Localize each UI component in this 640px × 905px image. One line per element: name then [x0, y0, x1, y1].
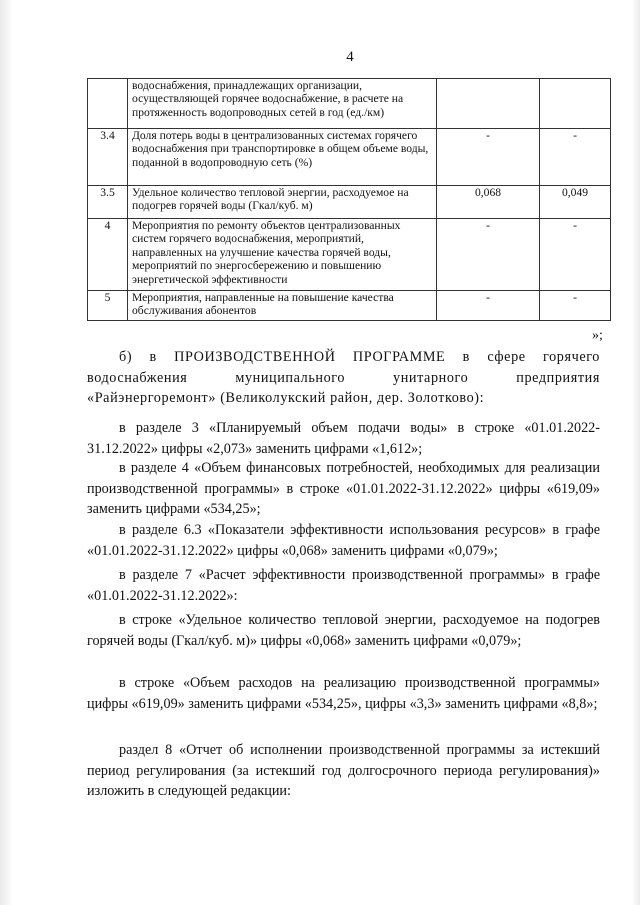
row-number: 4 [88, 219, 128, 291]
paragraph-section-4: в разделе 4 «Объем финансовых потребностей, необходимых для реализации производственной программы» в строке «01.01.2022-31.12.2022» цифры «619,09» заменить цифрами «534,25»; [87, 460, 600, 517]
scan-right-edge [632, 0, 640, 905]
paragraph-section-8: раздел 8 «Отчет об исполнении производственной программы за истекший период регулирования (за истекший год долгосрочного периода регулирования)» изложить в следующей редакции: [87, 742, 600, 799]
row-number: 3.5 [88, 186, 128, 219]
table-row [88, 79, 611, 129]
table-row [88, 291, 611, 321]
paragraph-row-costs: в строке «Объем расходов на реализацию производственной программы» цифры «619,09» заменить цифрами «534,25», цифры «3,3» заменить цифрами «8,8»; [87, 675, 600, 712]
row-number [88, 79, 128, 129]
row-value-2: - [540, 219, 611, 291]
paragraph-row-heat: в строке «Удельное количество тепловой энергии, расходуемое на подогрев горячей воды (Гкал/куб. м)» цифры «0,068» заменить цифрами «0,079»; [87, 612, 600, 649]
paragraph-b: б) в ПРОИЗВОДСТВЕННОЙ ПРОГРАММЕ в сфере горячего водоснабжения муниципального унитарного предприятия «Райэнергоремонт» (Великолукский район, дер. Золотково): [87, 349, 600, 406]
row-name: водоснабжения, принадлежащих организации, осуществляющей горячее водоснабжение, в расчете на протяженность водопроводных сетей в год (ед./км) [128, 79, 437, 129]
row-value-1: - [437, 129, 540, 186]
row-value-2 [540, 79, 611, 129]
row-value-1: 0,068 [437, 186, 540, 219]
row-name: Удельное количество тепловой энергии, расходуемое на подогрев горячей воды (Гкал/куб. м) [128, 186, 437, 219]
row-value-2: 0,049 [540, 186, 611, 219]
row-name: Мероприятия, направленные на повышение качества обслуживания абонентов [128, 291, 437, 321]
row-value-1 [437, 79, 540, 129]
paragraph-section-3: в разделе 3 «Планируемый объем подачи воды» в строке «01.01.2022-31.12.2022» цифры «2,073» заменить цифрами «1,612»; [87, 420, 600, 457]
row-name: Доля потерь воды в централизованных системах горячего водоснабжения при транспортировке в общем объеме воды, поданной в водопроводную сеть (%) [128, 129, 437, 186]
paragraph-section-7: в разделе 7 «Расчет эффективности производственной программы» в графе «01.01.2022-31.12.2022»: [87, 567, 600, 604]
row-value-2: - [540, 291, 611, 321]
row-name: Мероприятия по ремонту объектов централизованных систем горячего водоснабжения, мероприятий, направленных на улучшение качества горячей воды, мероприятий по энергосбережению и повышению энергетической эффективности [128, 219, 437, 291]
table-row [88, 129, 611, 186]
scan-left-edge [0, 0, 14, 905]
table-row [88, 219, 611, 291]
page-number: 4 [346, 49, 354, 65]
row-number: 5 [88, 291, 128, 321]
row-number: 3.4 [88, 129, 128, 186]
row-value-2: - [540, 129, 611, 186]
table-closing-quote: »; [592, 328, 603, 343]
table-row [88, 186, 611, 219]
row-value-1: - [437, 291, 540, 321]
row-value-1: - [437, 219, 540, 291]
indicators-table [87, 78, 611, 321]
paragraph-section-6-3: в разделе 6.3 «Показатели эффективности использования ресурсов» в графе «01.01.2022-31.12.2022» цифры «0,068» заменить цифрами «0,079»; [87, 522, 600, 559]
